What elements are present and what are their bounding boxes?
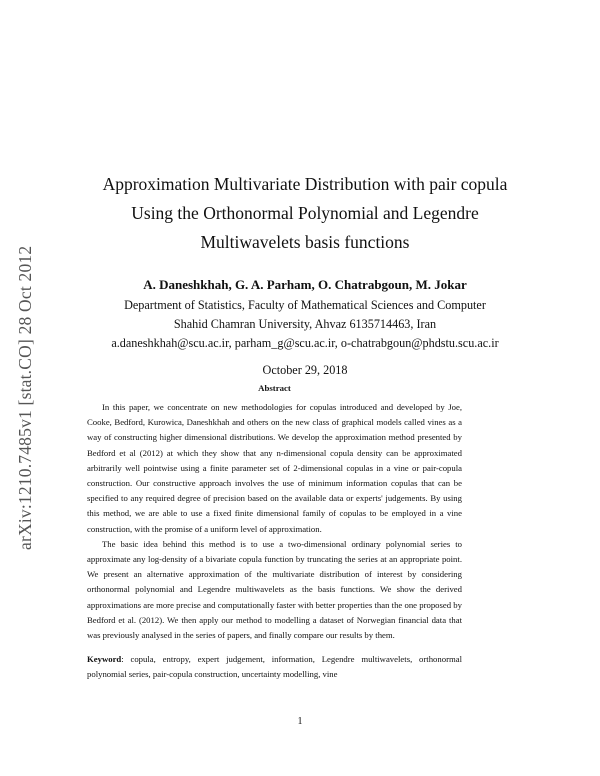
keywords-label: Keyword [87, 654, 122, 665]
publication-date: October 29, 2018 [262, 363, 348, 377]
abstract-section [87, 383, 462, 683]
keywords [87, 652, 462, 682]
abstract-heading: Abstract [258, 383, 291, 393]
affiliation [80, 296, 530, 353]
title-line: Multiwavelets basis functions [200, 232, 410, 252]
title-line: Using the Orthonormal Polynomial and Legendre [131, 203, 479, 223]
affiliation-line: Shahid Chamran University, Ahvaz 6135714463, Iran [173, 317, 437, 331]
author-list: A. Daneshkhah, G. A. Parham, O. Chatrabgoun, M. Jokar [143, 277, 467, 292]
author-emails: a.daneshkhah@scu.ac.ir, parham_g@scu.ac.ir, o-chatrabgoun@phdstu.scu.ac.ir [111, 336, 499, 350]
arxiv-identifier-stamp: arXiv:1210.7485v1 [stat.CO] 28 Oct 2012 [15, 245, 35, 550]
paper-title [80, 170, 530, 257]
abstract-paragraph: In this paper, we concentrate on new methodologies for copulas introduced and developed by Joe, Cooke, Bedford, Kurowica, Daneshkhah and others on the new class of graphical models called vines as a way of constructing higher dimensional distributions. We develop the approximation method presented by Bedford et al (2012) at which they show that any n-dimensional copula density can be approximated arbitrarily well pointwise using a finite parameter set of 2-dimensional copulas in a vine or pair-copula construction. Our constructive approach involves the use of minimum information copulas that can be specified to any required degree of precision based on the available data or experts' judgements. By using this method, we are able to use a fixed finite dimensional family of copulas to be employed in a vine construction, with the promise of a uniform level of approximation. [87, 402, 462, 534]
title-line: Approximation Multivariate Distribution with pair copula [102, 174, 508, 194]
affiliation-line: Department of Statistics, Faculty of Mathematical Sciences and Computer [124, 298, 486, 312]
abstract-paragraph: The basic idea behind this method is to use a two-dimensional ordinary polynomial series to approximate any log-density of a bivariate copula function by truncating the series at an appropriate point. We present an alternative approximation of the multivariate distribution of interest by considering orthonormal polynomial and Legendre multiwavelets as the basis functions. We show the derived approximations are more precise and computationally faster with better properties than the one proposed by Bedford et al. (2012). We then apply our method to modelling a dataset of Norwegian financial data that was previously analysed in the series of papers, and finally compare our results by them. [87, 538, 462, 641]
page-number: 1 [297, 716, 303, 727]
paper-header [80, 170, 530, 378]
keywords-text: : copula, entropy, expert judgement, information, Legendre multiwavelets, orthonormal polynomial series, pair-copula construction, uncertainty modelling, vine [87, 654, 462, 680]
